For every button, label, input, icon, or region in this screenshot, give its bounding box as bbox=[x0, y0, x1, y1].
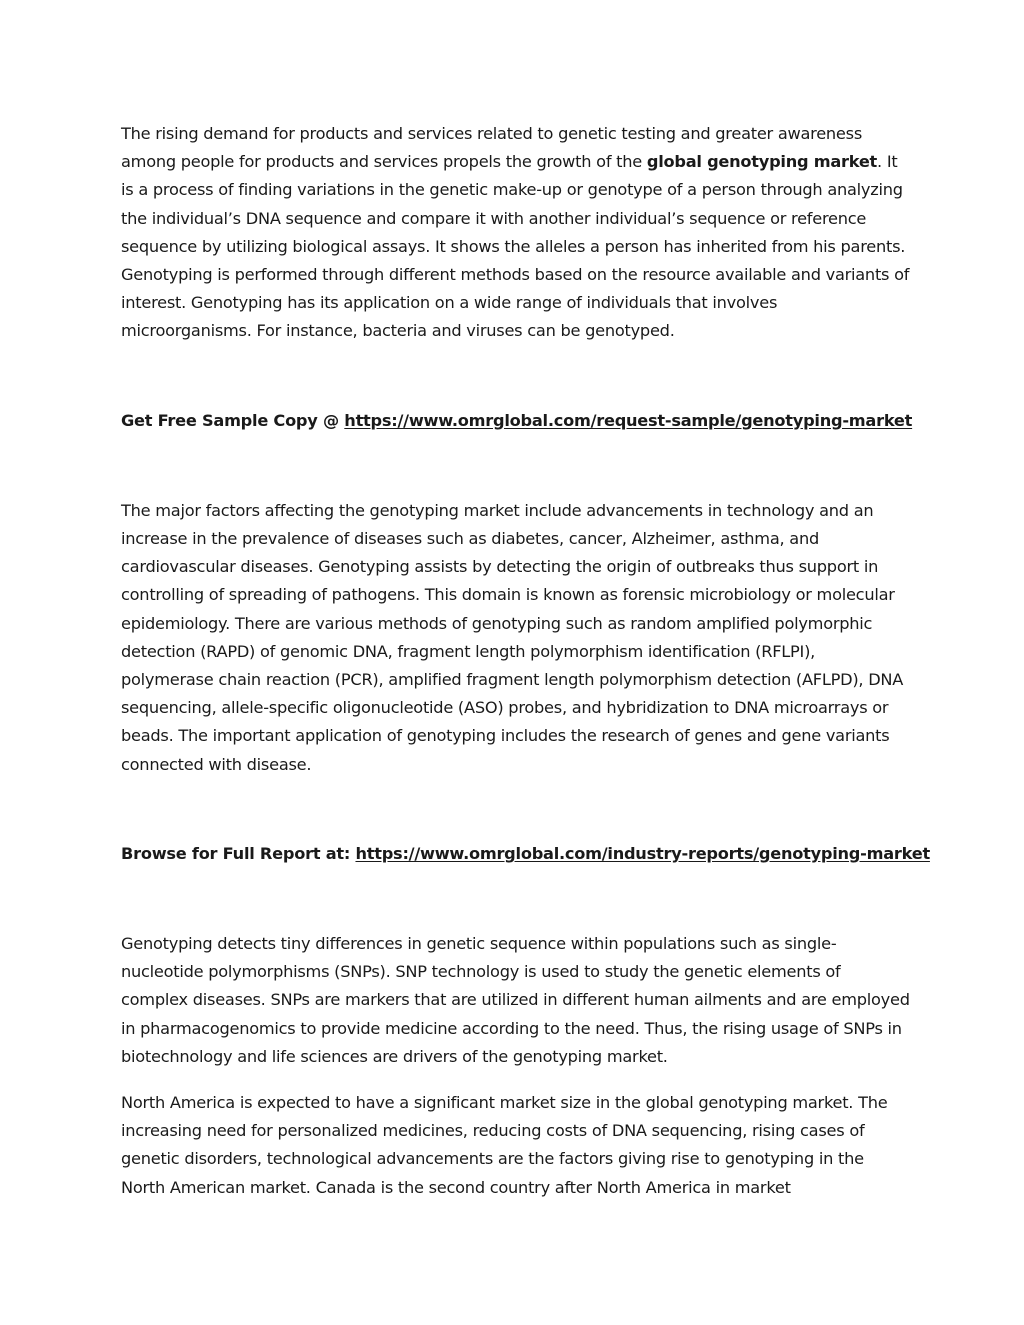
document-body bbox=[121, 120, 930, 1202]
paragraph-intro bbox=[121, 120, 911, 346]
full-report-line bbox=[121, 840, 930, 868]
spacer bbox=[121, 1071, 911, 1089]
paragraph-intro-text-before: The rising demand for products and services related to genetic testing and greater awareness among people for products and services propels the growth of the bbox=[121, 124, 863, 172]
spacer bbox=[121, 779, 911, 840]
sample-copy-link[interactable]: https://www.omrglobal.com/request-sample/genotyping-market bbox=[344, 410, 913, 430]
paragraph-north-america: North America is expected to have a significant market size in the global genotyping market. The increasing need for personalized medicines, reducing costs of DNA sequencing, rising cases of genetic disorders, technological advancements are the factors giving rise to genotyping in the North American market. Canada is the second country after North America in market bbox=[121, 1093, 888, 1197]
spacer bbox=[121, 868, 911, 930]
paragraph-factors: The major factors affecting the genotyping market include advancements in technology and an increase in the prevalence of diseases such as diabetes, cancer, Alzheimer, asthma, and cardiovascular diseases. Genotyping assists by detecting the origin of outbreaks thus support in controlling of spreading of pathogens. This domain is known as forensic microbiology or molecular epidemiology. There are various methods of genotyping such as random amplified polymorphic detection (RAPD) of genomic DNA, fragment length polymorphism identification (RFLPI), polymerase chain reaction (PCR), amplified fragment length polymorphism detection (AFLPD), DNA sequencing, allele-specific oligonucleotide (ASO) probes, and hybridization to DNA microarrays or beads. The important application of genotyping includes the research of genes and gene variants connected with disease. bbox=[121, 500, 904, 774]
full-report-link[interactable]: https://www.omrglobal.com/industry-reports/genotyping-market bbox=[355, 843, 930, 863]
spacer bbox=[121, 435, 911, 497]
paragraph-snp: Genotyping detects tiny differences in genetic sequence within populations such as single-nucleotide polymorphisms (SNPs). SNP technology is used to study the genetic elements of complex diseases. SNPs are markers that are utilized in different human ailments and are employed in pharmacogenomics to provide medicine according to the need. Thus, the rising usage of SNPs in biotechnology and life sciences are drivers of the genotyping market. bbox=[121, 934, 910, 1066]
sample-copy-label: Get Free Sample Copy @ bbox=[121, 410, 345, 430]
sample-copy-line bbox=[121, 407, 911, 435]
spacer bbox=[121, 346, 911, 407]
full-report-label: Browse for Full Report at: bbox=[121, 843, 356, 863]
global-genotyping-market-bold: global genotyping market bbox=[646, 152, 878, 172]
paragraph-intro-text-after: . It is a process of finding variations in the genetic make-up or genotype of a person through analyzing the individual’s DNA sequence and compare it with another individual’s sequence or reference sequence by utilizing biological assays. It shows the alleles a person has inherited from his parents. Genotyping is performed through different methods based on the resource available and variants of interest. Genotyping has its application on a wide range of individuals that involves microorganisms. For instance, bacteria and viruses can be genotyped. bbox=[121, 152, 910, 341]
